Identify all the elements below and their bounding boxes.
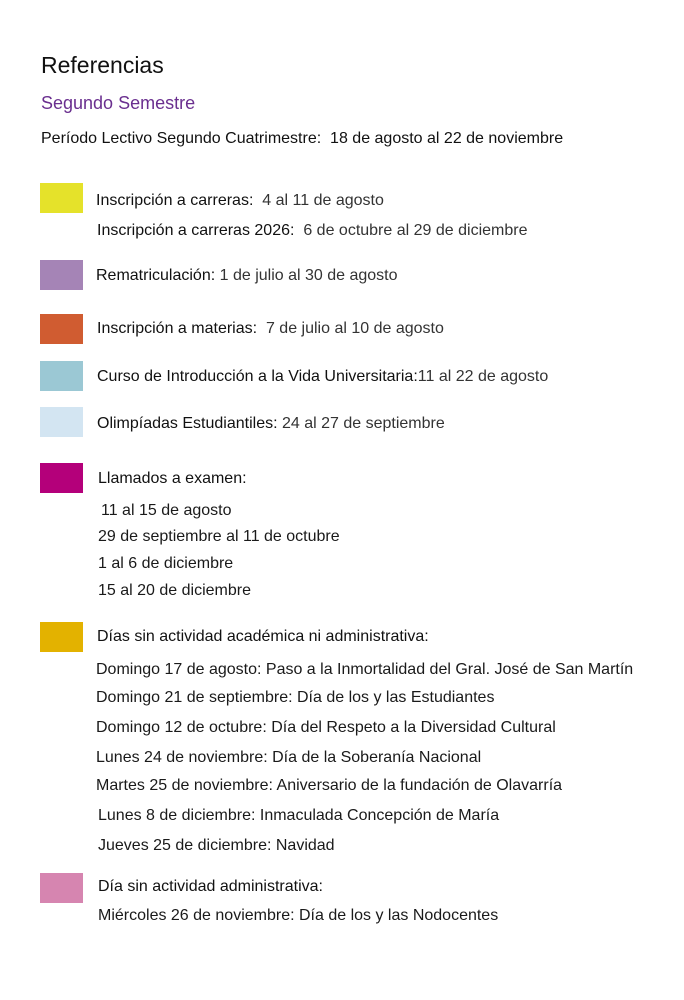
swatch-curso-introduccion	[40, 361, 83, 391]
semester-subtitle: Segundo Semestre	[41, 93, 196, 113]
swatch-dias-sin-actividad	[40, 622, 83, 652]
legend-value: 4 al 11 de agosto	[262, 192, 384, 209]
holiday-item: Domingo 12 de octubre: Día del Respeto a la Diversidad Cultural	[96, 719, 556, 736]
holiday-item: Domingo 17 de agosto: Paso a la Inmortalidad del Gral. José de San Martín	[96, 661, 634, 678]
holiday-item: Domingo 21 de septiembre: Día de los y las Estudiantes	[96, 689, 495, 706]
legend-inscripcion-carreras-2026	[97, 222, 527, 240]
legend-rematriculacion	[96, 267, 398, 285]
legend-value: 6 de octubre al 29 de diciembre	[303, 222, 528, 239]
swatch-inscripcion-materias	[40, 314, 83, 344]
period-line	[41, 130, 563, 148]
swatch-olimpiadas	[40, 407, 83, 437]
holiday-item: Miércoles 26 de noviembre: Día de los y las Nodocentes	[98, 907, 499, 924]
legend-label: Olimpíadas Estudiantiles:	[97, 415, 278, 432]
legend-olimpiadas	[97, 415, 445, 433]
legend-inscripcion-carreras	[96, 192, 384, 210]
exam-date: 29 de septiembre al 11 de octubre	[98, 528, 340, 545]
swatch-rematriculacion	[40, 260, 83, 290]
legend-label: Días sin actividad académica ni administrativa:	[97, 628, 429, 645]
legend-value: 1 de julio al 30 de agosto	[219, 267, 398, 284]
legend-value: 7 de julio al 10 de agosto	[265, 320, 444, 337]
legend-value: 11 al 22 de agosto	[417, 368, 549, 385]
legend-value: 24 al 27 de septiembre	[281, 415, 445, 432]
legend-label: Llamados a examen:	[98, 470, 247, 487]
legend-curso-introduccion	[97, 368, 548, 386]
legend-dia-sin-admin	[98, 878, 323, 896]
period-label: Período Lectivo Segundo Cuatrimestre:	[41, 130, 322, 147]
exam-date: 1 al 6 de diciembre	[98, 555, 234, 572]
holiday-item: Jueves 25 de diciembre: Navidad	[98, 837, 335, 854]
holiday-item: Lunes 24 de noviembre: Día de la Soberanía Nacional	[96, 749, 482, 766]
legend-label: Curso de Introducción a la Vida Universitaria:	[97, 368, 418, 385]
legend-dias-sin-actividad	[97, 628, 429, 646]
legend-label: Inscripción a carreras 2026:	[97, 222, 295, 239]
page-title: Referencias	[41, 52, 164, 78]
holiday-item: Martes 25 de noviembre: Aniversario de la fundación de Olavarría	[96, 777, 563, 794]
swatch-llamados	[40, 463, 83, 493]
legend-label: Inscripción a carreras:	[96, 192, 254, 209]
swatch-dia-sin-admin	[40, 873, 83, 903]
swatch-inscripcion-carreras	[40, 183, 83, 213]
period-value: 18 de agosto al 22 de noviembre	[330, 130, 564, 147]
exam-date: 15 al 20 de diciembre	[98, 582, 251, 599]
legend-label: Día sin actividad administrativa:	[98, 878, 323, 895]
legend-label: Inscripción a materias:	[97, 320, 258, 337]
holiday-item: Lunes 8 de diciembre: Inmaculada Concepción de María	[98, 807, 500, 824]
legend-inscripcion-materias	[97, 320, 444, 338]
legend-llamados	[98, 470, 247, 488]
exam-date: 11 al 15 de agosto	[101, 502, 232, 519]
legend-label: Rematriculación:	[96, 267, 216, 284]
